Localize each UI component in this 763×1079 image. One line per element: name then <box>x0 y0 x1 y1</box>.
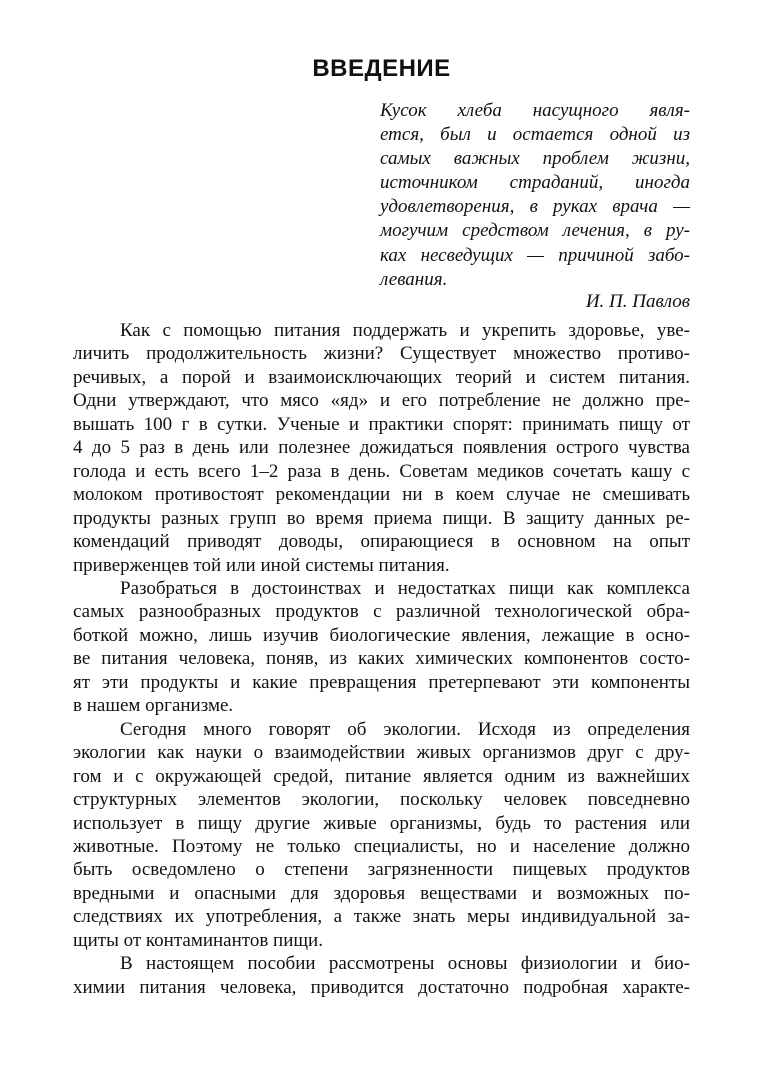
text-line: гом и с окружающей средой, питание является одним из важнейших <box>73 765 690 787</box>
text-line: щиты от контаминантов пищи. <box>73 929 323 951</box>
paragraph <box>73 577 690 718</box>
paragraph <box>73 952 690 999</box>
text-line: 4 до 5 раз в день или полезнее дожидаться появления острого чувства <box>73 437 690 459</box>
text-line: Сегодня много говорят об экологии. Исходя из определения <box>120 718 690 740</box>
text-line: экологии как науки о взаимодействии живых организмов друг с дру- <box>73 742 690 764</box>
page-title: ВВЕДЕНИЕ <box>312 55 451 82</box>
text-line: речивых, а порой и взаимоисключающих теорий и систем питания. <box>73 366 690 388</box>
epigraph-author: И. П. Павлов <box>585 291 690 312</box>
text-line: В настоящем пособии рассмотрены основы физиологии и био- <box>120 953 690 975</box>
text-line: молоком противостоят рекомендации ни в коем случае не смешивать <box>73 484 690 506</box>
epigraph-line: могучим средством лечения, в ру- <box>380 220 690 242</box>
text-line: вредными и опасными для здоровья веществами и возможных по- <box>73 882 690 904</box>
epigraph-line: удовлетворения, в руках врача — <box>380 196 690 218</box>
text-line: Одни утверждают, что мясо «яд» и его потребление не должно пре- <box>73 390 690 412</box>
epigraph-line: левания. <box>380 268 448 290</box>
text-line: комендаций приводят доводы, опирающиеся в основном на опыт <box>73 531 690 553</box>
text-line: структурных элементов экологии, поскольку человек повседневно <box>73 789 690 811</box>
epigraph-line: самых важных проблем жизни, <box>380 148 690 170</box>
epigraph-line: источником страданий, иногда <box>380 172 690 194</box>
text-line: животные. Поэтому не только специалисты, но и население должно <box>73 835 690 857</box>
epigraph-line: ках несведущих — причиной забо- <box>380 244 690 266</box>
text-line: следствиях их употребления, а также знать меры индивидуальной за- <box>73 906 690 928</box>
body-text <box>73 319 690 999</box>
text-line: голода и есть всего 1–2 раза в день. Советам медиков сочетать кашу с <box>73 460 690 482</box>
text-line: продукты разных групп во время приема пищи. В защиту данных ре- <box>73 507 690 529</box>
text-line: использует в пищу другие живые организмы, будь то растения или <box>73 812 690 834</box>
text-line: вышать 100 г в сутки. Ученые и практики спорят: принимать пищу от <box>73 413 690 435</box>
text-line: боткой можно, лишь изучив биологические явления, лежащие в осно- <box>73 624 690 646</box>
text-line: химии питания человека, приводится достаточно подробная характе- <box>73 976 690 998</box>
text-line: приверженцев той или иной системы питания. <box>73 554 450 576</box>
text-line: личить продолжительность жизни? Существует множество противо- <box>73 343 690 365</box>
text-line: самых разнообразных продуктов с различной технологической обра- <box>73 601 690 623</box>
epigraph-line: Кусок хлеба насущного явля- <box>380 100 690 121</box>
paragraph <box>73 319 690 577</box>
text-line: в нашем организме. <box>73 695 234 717</box>
text-line: Разобраться в достоинствах и недостатках пищи как комплекса <box>120 577 690 599</box>
epigraph-line: ется, был и остается одной из <box>380 124 690 146</box>
text-line: ве питания человека, поняв, из каких химических компонентов состо- <box>73 648 690 670</box>
text-line: Как с помощью питания поддержать и укрепить здоровье, уве- <box>120 320 690 341</box>
paragraph <box>73 718 690 953</box>
text-line: ят эти продукты и какие превращения претерпевают эти компоненты <box>73 671 690 693</box>
text-line: быть осведомлено о степени загрязненности пищевых продуктов <box>73 859 690 881</box>
epigraph <box>380 99 690 292</box>
